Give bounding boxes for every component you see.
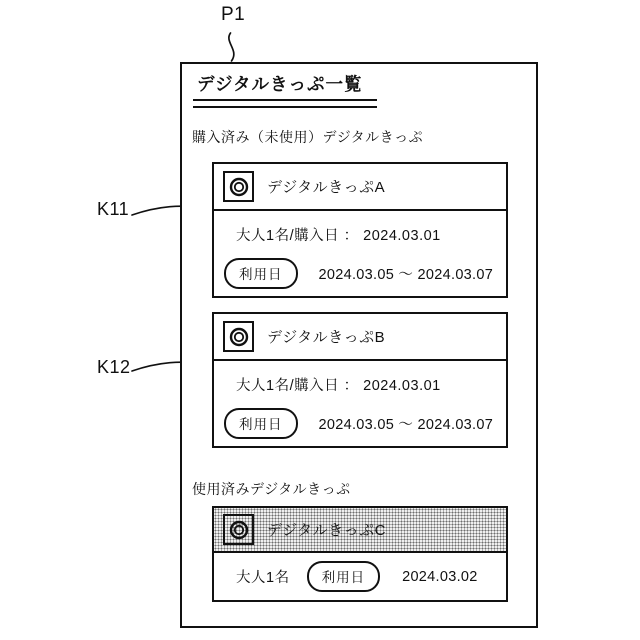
- ticket-icon: [223, 514, 254, 545]
- p1-squiggle-line: [229, 33, 234, 61]
- ticket-card-c: [212, 506, 508, 602]
- ticket-b-header: [214, 314, 506, 361]
- ticket-name: デジタルきっぷA: [267, 179, 386, 196]
- usage-dates: 2024.03.02: [402, 568, 478, 585]
- usage-dates: 2024.03.05 ～ 2024.03.07: [318, 267, 494, 283]
- section-heading-unused: 購入済み（未使用）デジタルきっぷ: [192, 129, 424, 145]
- ticket-a-header: [214, 164, 506, 211]
- usage-date-pill: 利用日: [307, 561, 381, 592]
- figure-ref-p1: P1: [221, 4, 246, 25]
- usage-date-pill: 利用日: [224, 258, 298, 289]
- page-title: デジタルきっぷ一覧: [197, 74, 363, 94]
- usage-dates: 2024.03.05 ～ 2024.03.07: [318, 417, 494, 433]
- ticket-detail: 大人1名: [236, 570, 290, 586]
- ticket-card-b: [212, 312, 508, 448]
- usage-row: [224, 408, 498, 439]
- title-underline: [193, 99, 377, 108]
- usage-row: [224, 258, 498, 289]
- ticket-icon: [223, 321, 254, 352]
- ticket-c-header: [214, 508, 506, 553]
- ticket-name: デジタルきっぷB: [267, 329, 386, 346]
- ticket-b-body: [214, 361, 506, 451]
- ticket-detail: 大人1名/購入日 ： 2024.03.01: [236, 228, 441, 244]
- callout-label-k12: K12: [97, 357, 131, 377]
- ticket-c-body: [214, 553, 506, 600]
- ticket-card-a: [212, 162, 508, 298]
- section-heading-used: 使用済みデジタルきっぷ: [192, 481, 351, 497]
- callout-label-k11: K11: [97, 199, 130, 219]
- ticket-icon: [223, 171, 254, 202]
- usage-date-pill: 利用日: [224, 408, 298, 439]
- ticket-a-body: [214, 211, 506, 301]
- ticket-name: デジタルきっぷC: [267, 522, 386, 539]
- ticket-detail: 大人1名/購入日 ： 2024.03.01: [236, 378, 441, 394]
